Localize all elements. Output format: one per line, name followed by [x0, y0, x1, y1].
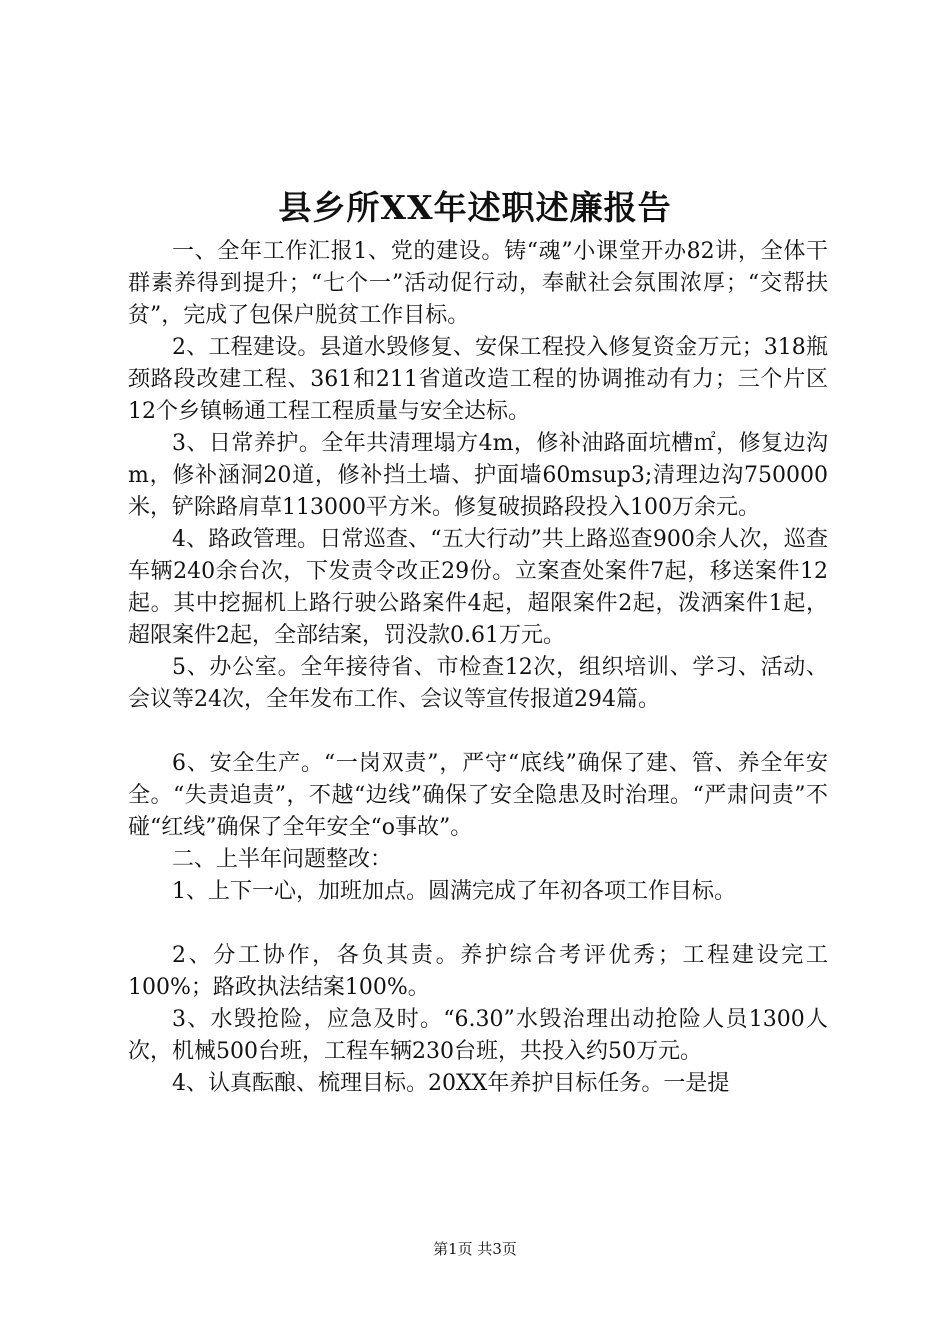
document-title: 县乡所XX年述职述廉报告: [278, 188, 672, 227]
paragraph-work-report-party: 一、全年工作汇报1、党的建设。铸“魂”小课堂开办82讲，全体干群素养得到提升；“七个一”活动促行动，奉献社会氛围浓厚；“交帮扶贫”，完成了包保户脱贫工作目标。: [128, 239, 828, 328]
paragraph-safety: 6、安全生产。“一岗双责”，严守“底线”确保了建、管、养全年安全。“失责追责”，不越“边线”确保了安全隐患及时治理。“严肃问责”不碰“红线”确保了全年安全“o事故”。: [128, 751, 828, 840]
paragraph-engineering: 2、工程建设。县道水毁修复、安保工程投入修复资金万元；318瓶颈路段改建工程、361和211省道改造工程的协调推动有力；三个片区12个乡镇畅通工程工程质量与安全达标。: [128, 335, 828, 424]
document-body: [128, 236, 828, 1100]
paragraph-rectification-1: 1、上下一心，加班加点。圆满完成了年初各项工作目标。: [172, 879, 736, 904]
paragraph-rectification-3: 3、水毁抢险，应急及时。“6.30”水毁治理出动抢险人员1300人次，机械500台班，工程车辆230台班，共投入约50万元。: [128, 1007, 828, 1064]
paragraph-road-administration: 4、路政管理。日常巡查、“五大行动”共上路巡查900余人次，巡查车辆240余台次，下发责令改正29份。立案查处案件7起，移送案件12起。其中挖掘机上路行驶公路案件4起，超限案件2起，泼洒案件1起，超限案件2起，全部结案，罚没款0.61万元。: [128, 527, 828, 648]
paragraph-rectification-2: 2、分工协作，各负其责。养护综合考评优秀；工程建设完工100%；路政执法结案100%。: [128, 943, 828, 1000]
paragraph-daily-maintenance: 3、日常养护。全年共清理塌方4m，修补油路面坑槽㎡，修复边沟m，修补涵洞20道，修补挡土墙、护面墙60msup3;清理边沟750000米，铲除路肩草113000平方米。修复破损路段投入100万余元。: [128, 431, 828, 520]
page-number-footer: 第1页 共3页: [433, 1240, 517, 1258]
paragraph-office: 5、办公室。全年接待省、市检查12次，组织培训、学习、活动、会议等24次，全年发布工作、会议等宣传报道294篇。: [128, 655, 828, 712]
paragraph-rectification-4: 4、认真酝酿、梳理目标。20XX年养护目标任务。一是提: [172, 1071, 730, 1096]
section-heading-rectification: 二、上半年问题整改：: [172, 847, 393, 872]
